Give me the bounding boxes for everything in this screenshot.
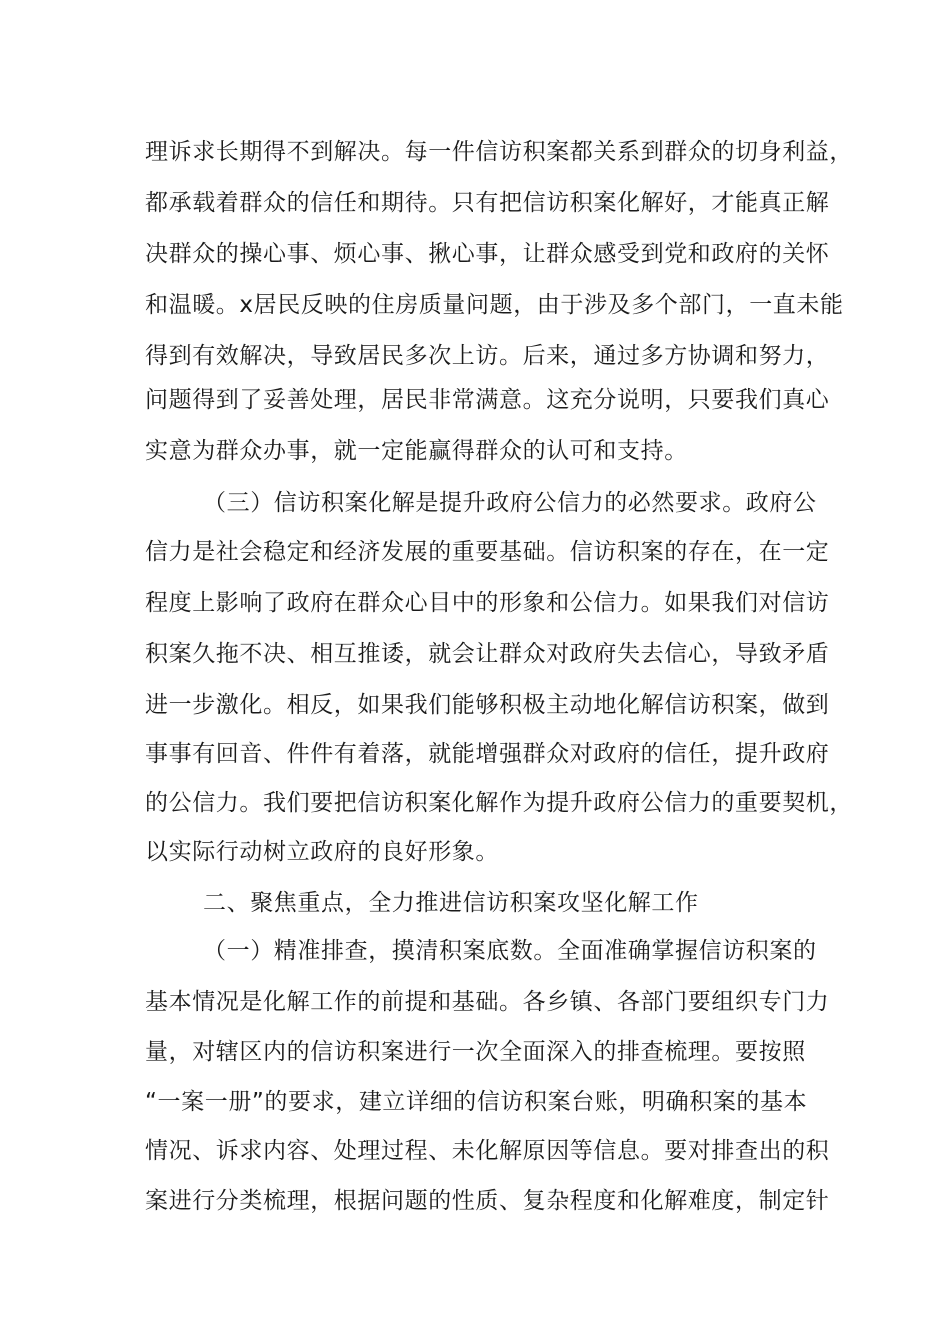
- body-text-line: 信力是社会稳定和经济发展的重要基础。信访积案的存在，在一定: [145, 539, 830, 565]
- body-text-line: 程度上影响了政府在群众心目中的形象和公信力。如果我们对信访: [145, 590, 830, 616]
- body-text-line: 问题得到了妥善处理，居民非常满意。这充分说明，只要我们真心: [145, 387, 830, 413]
- body-text-line: 得到有效解决，导致居民多次上访。后来，通过多方协调和努力，: [145, 343, 830, 369]
- paragraph-first-line: （一）精准排查，摸清积案底数。全面准确掌握信访积案的: [203, 938, 817, 964]
- section-heading: 二、聚焦重点，全力推进信访积案攻坚化解工作: [203, 890, 699, 916]
- body-text-line: 理诉求长期得不到解决。每一件信访积案都关系到群众的切身利益，: [145, 139, 853, 165]
- body-text-line: 进一步激化。相反，如果我们能够积极主动地化解信访积案，做到: [145, 692, 830, 718]
- body-text-line: 基本情况是化解工作的前提和基础。各乡镇、各部门要组织专门力: [145, 989, 830, 1015]
- body-text-line: 事事有回音、件件有着落，就能增强群众对政府的信任，提升政府: [145, 741, 830, 767]
- body-text-line: 都承载着群众的信任和期待。只有把信访积案化解好，才能真正解: [145, 190, 830, 216]
- body-text-line: 和温暖。x居民反映的住房质量问题，由于涉及多个部门，一直未能: [145, 292, 844, 318]
- body-text-line: 积案久拖不决、相互推诿，就会让群众对政府失去信心，导致矛盾: [145, 641, 830, 667]
- body-text-line: 案进行分类梳理，根据问题的性质、复杂程度和化解难度，制定针: [145, 1188, 830, 1214]
- body-text-line: 情况、诉求内容、处理过程、未化解原因等信息。要对排查出的积: [145, 1138, 830, 1164]
- body-text-line: 实意为群众办事，就一定能赢得群众的认可和支持。: [145, 438, 688, 464]
- paragraph-first-line: （三）信访积案化解是提升政府公信力的必然要求。政府公: [203, 490, 817, 516]
- body-text-line: 量，对辖区内的信访积案进行一次全面深入的排查梳理。要按照: [145, 1039, 806, 1065]
- body-text-line: “一案一册”的要求，建立详细的信访积案台账，明确积案的基本: [145, 1089, 808, 1115]
- body-text-line: 以实际行动树立政府的良好形象。: [145, 839, 499, 865]
- body-text-line: 的公信力。我们要把信访积案化解作为提升政府公信力的重要契机，: [145, 790, 853, 816]
- body-text-line: 决群众的操心事、烦心事、揪心事，让群众感受到党和政府的关怀: [145, 241, 830, 267]
